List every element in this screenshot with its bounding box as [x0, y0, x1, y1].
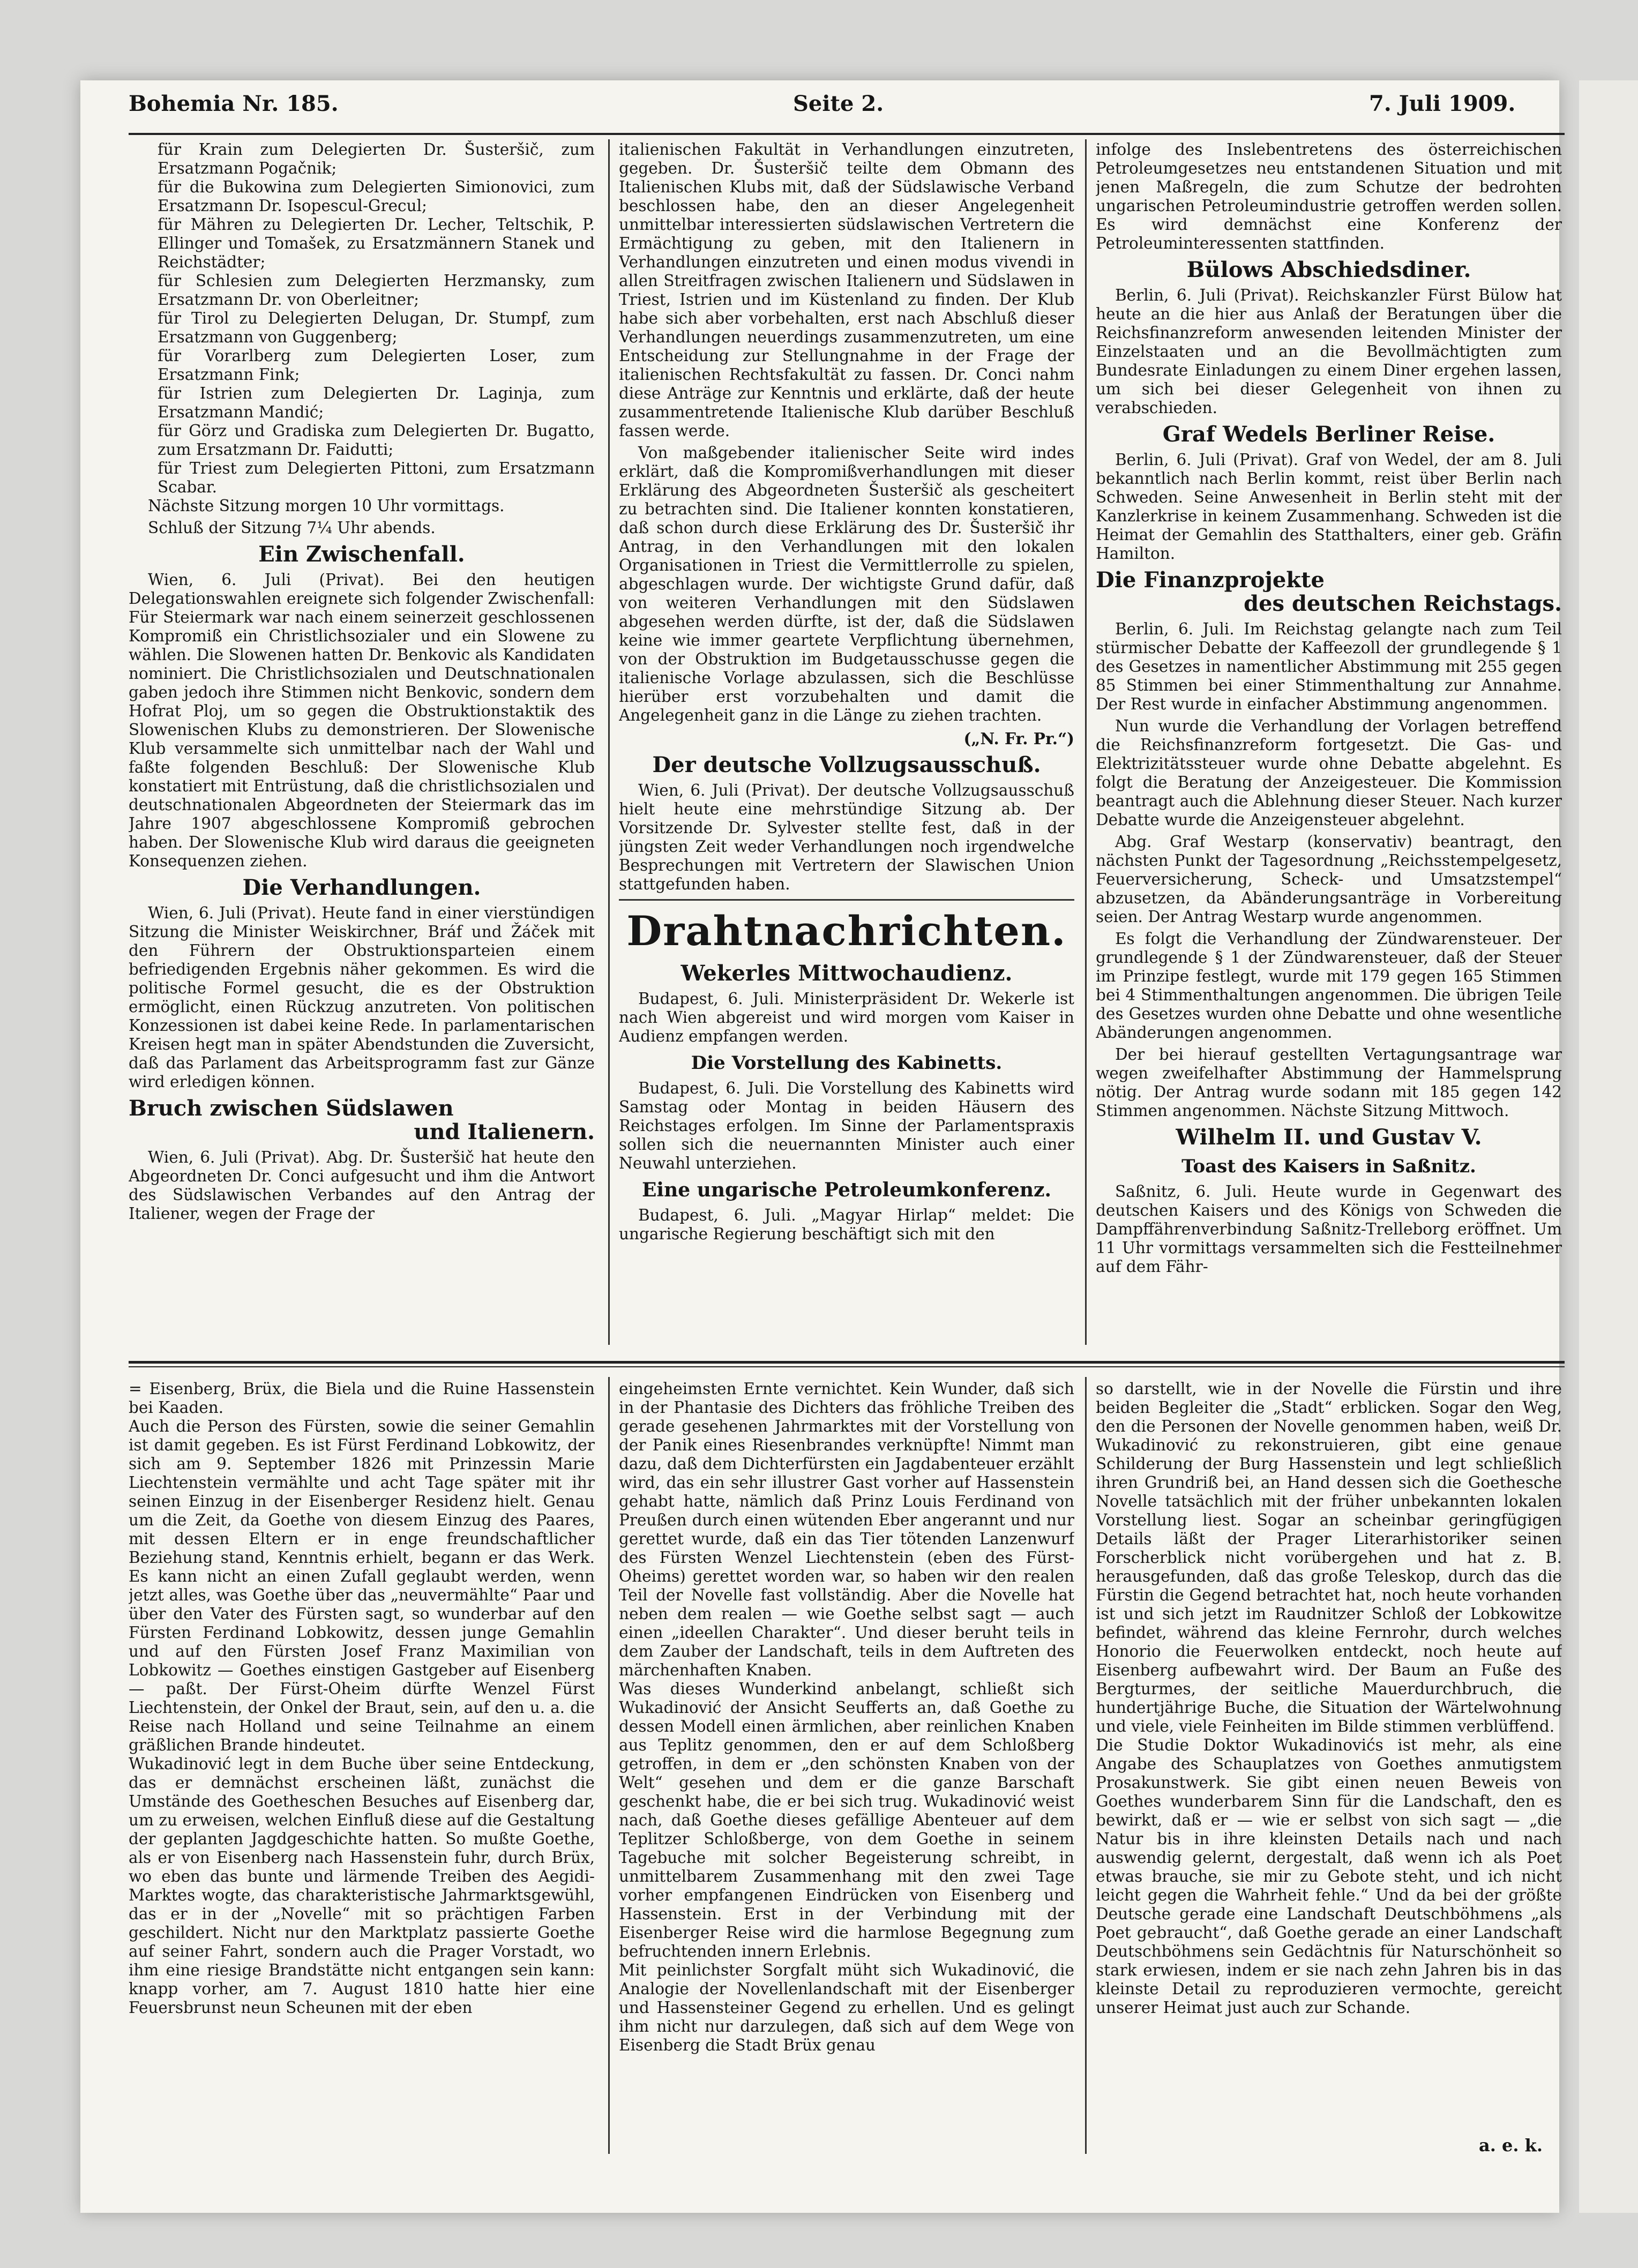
headline-buelow: Bülows Abschiedsdiner.	[1186, 257, 1471, 282]
feuilleton-column-3: so darstellt, wie in der Novelle die Fürstin und ihre beiden Begleiter die „Stadt“ erblicken. Sogar den Weg, den die Personen der Novelle genommen haben, weiß Dr. Wukadinović zu rekonstruieren, gibt eine genaue Schilderung der Burg Hassenstein und legt schließlich ihren Grundriß bei, an Hand dessen sich die Goethesche Novelle tatsächlich mit der früher unbekannten lokalen Vorstellung liest. Sogar an scheinbar geringfügigen Details läßt der Prager Literarhistoriker seinen Forscherblick nicht vorübergehen und hat z. B. herausgefunden, daß das große Teleskop, durch das die Fürstin die Gegend betrachtet hat, noch heute vorhanden ist und sich jetzt im Raudnitzer Schloß der Lobkowitze befindet, während das kleine Fernrohr, durch welches Honorio die Feuerwolken entdeckt, noch heute auf Eisenberg aufbewahrt wird. Der Baum an Fuße des Bergturmes, der seitliche Mauerdurchbruch, die hundertjährige Buche, die Situation der Wärtelwohnung und viele, viele Feinheiten im Bilde stimmen verblüffend. Die Studie Doktor Wukadinovićs ist mehr, als eine Angabe des Schauplatzes von Goethes anmutigstem Prosakunstwerk. Sie gibt einen neuen Beweis von Goethes wunderbarem Sinn für die Landschaft, den es bewirkt, daß er — wie er selbst von sich sagt — „die Natur bis in ihre kleinsten Details nach und nach auswendig gelernt, dergestalt, daß wenn ich als Poet etwas brauche, sie mir zu Gebote steht, und ich nicht leicht gegen die Wahrheit fehle.“ Und da bei der größte Deutsche gerade eine Landschaft Deutschböhmens „als Poet gebraucht“, daß Goethe gerade an einer Landschaft Deutschböhmens sein Gedächtnis für Naturschönheit so stark erwiesen, indem er sie nach zehn Jahren bis in das kleinste Detail zu reproduzieren vermochte, gereicht unserer Heimat just auch zur Schande.	[1096, 1380, 1562, 2017]
feuilleton-rule-thin	[129, 1366, 1565, 1367]
page-edge	[1579, 80, 1638, 2213]
column-rule-1	[608, 139, 610, 1345]
article-paragraph: Wien, 6. Juli (Privat). Heute fand in einer vierstündigen Sitzung die Minister Weiskirchner, Bráf und Žáček mit den Führern der Obstruktionsparteien einem befriedigenden Ergebnis näher gekommen. Es wird die politische Formel gesucht, die es der Obstruktion ermöglicht, einen Rückzug anzutreten. Von politischen Konzessionen ist dabei keine Rede. In parlamentarischen Kreisen hegt man in später Abendstunden die Zuversicht, daß das Parlament das Arbeitsprogramm fast zur Gänze wird erledigen können.	[129, 904, 595, 1091]
column-rule-2	[1085, 139, 1087, 1345]
next-session-note: Nächste Sitzung morgen 10 Uhr vormittags.	[148, 497, 505, 515]
headline-petroleum: Eine ungarische Petroleumkonferenz.	[641, 1179, 1051, 1201]
column-2	[619, 140, 1074, 1346]
headline-verhandlungen: Die Verhandlungen.	[242, 875, 481, 900]
headline-zwischenfall: Ein Zwischenfall.	[258, 542, 465, 567]
article-paragraph: Budapest, 6. Juli. „Magyar Hirlap“ meldet: Die ungarische Regierung beschäftigt sich mit den	[619, 1206, 1074, 1243]
page-number: Seite 2.	[793, 91, 884, 116]
headline-finanz-line1: Die Finanzprojekte	[1096, 567, 1325, 593]
delegate-entry: für Krain zum Delegierten Dr. Šusteršič, zum Ersatzmann Pogačnik;	[158, 140, 595, 177]
headline-toast: Toast des Kaisers in Saßnitz.	[1181, 1156, 1476, 1177]
article-paragraph: Von maßgebender italienischer Seite wird indes erklärt, daß die Kompromißverhandlungen mit dieser Erklärung des Abgeordneten Šusteršič als gescheitert zu betrachten sind. Die Italiener konnten konstatieren, daß schon durch diese Erklärung des Dr. Šusteršič ihr Antrag, in den Verhandlungen mit den lokalen Organisationen in Triest die Vermittlerrolle zu spielen, abgeschlagen wurde. Der wichtigste Grund dafür, daß von weiteren Verhandlungen mit den Südslawen abgesehen werden dürfte, ist der, daß die Südslawen keine wie immer geartete Verpflichtung übernehmen, von der Obstruktion im Budgetausschusse gegen die italienische Vorlage abzulassen, sich die Beschlüsse hierüber erst vorzubehalten und damit die Angelegenheit ganz in die Länge zu ziehen trachten.	[619, 444, 1074, 724]
headline-bruch-line1: Bruch zwischen Südslawen	[129, 1096, 454, 1121]
feuilleton-rule	[129, 1361, 1565, 1364]
masthead-left: Bohemia Nr. 185.	[129, 91, 339, 116]
delegate-entry: für Tirol zu Delegierten Delugan, Dr. Stumpf, zum Ersatzmann von Guggenberg;	[158, 309, 595, 346]
headline-kabinett: Die Vorstellung des Kabinetts.	[691, 1052, 1003, 1074]
feuilleton-rule-1	[608, 1377, 610, 2154]
article-paragraph: Budapest, 6. Juli. Die Vorstellung des Kabinetts wird Samstag oder Montag in beiden Häusern des Reichstages erfolgen. Im Sinne der Parlamentspraxis sollen sich die neuernannten Minister auch einer Neuwahl unterziehen.	[619, 1079, 1074, 1172]
section-divider	[619, 899, 1074, 901]
section-title-drahtnachrichten: Drahtnachrichten.	[626, 907, 1067, 955]
article-paragraph: Wien, 6. Juli (Privat). Der deutsche Vollzugsausschuß hielt heute eine mehrstündige Sitzung ab. Der Vorsitzende Dr. Sylvester stellte fest, daß in der jüngsten Zeit weder Verhandlungen noch irgendwelche Besprechungen mit Vertretern der Slawischen Union stattgefunden haben.	[619, 781, 1074, 893]
delegate-entry: für Mähren zu Delegierten Dr. Lecher, Teltschik, P. Ellinger und Tomašek, zu Ersatzmännern Stanek und Reichstädter;	[158, 215, 595, 271]
issue-date: 7. Juli 1909.	[1369, 91, 1516, 116]
article-paragraph: Berlin, 6. Juli. Im Reichstag gelangte nach zum Teil stürmischer Debatte der Kaffeezoll der grundlegende § 1 des Gesetzes in namentlicher Abstimmung mit 255 gegen 85 Stimmen bei einer Stimmenthaltung zur Annahme. Der Rest wurde in einfacher Abstimmung angenommen.	[1096, 620, 1562, 713]
article-paragraph: Wien, 6. Juli (Privat). Abg. Dr. Šusteršič hat heute den Abgeordneten Dr. Conci aufgesucht und ihm die Antwort des Südslawischen Verbandes auf den Antrag der Italiener, wegen der Frage der	[129, 1148, 595, 1223]
delegate-entry: für Triest zum Delegierten Pittoni, zum Ersatzmann Scabar.	[158, 459, 595, 496]
article-paragraph: Abg. Graf Westarp (konservativ) beantragt, den nächsten Punkt der Tagesordnung „Reichsstempelgesetz, Feuerversicherung, Scheck- und Umsatzstempel“ abzusetzen, da Abänderungsanträge in Vorbereitung seien. Der Antrag Westarp wurde angenommen.	[1096, 833, 1562, 926]
column-1	[129, 140, 595, 1346]
delegate-entry: für Schlesien zum Delegierten Herzmansky, zum Ersatzmann Dr. von Oberleitner;	[158, 272, 595, 309]
headline-wedel: Graf Wedels Berliner Reise.	[1162, 422, 1495, 447]
headline-bruch-line2: und Italienern.	[414, 1119, 595, 1144]
delegate-entry: für die Bukowina zum Delegierten Simionovici, zum Ersatzmann Dr. Isopescul-Grecul;	[158, 178, 595, 215]
delegate-entry: für Vorarlberg zum Delegierten Loser, zum Ersatzmann Fink;	[158, 347, 595, 384]
article-paragraph: Berlin, 6. Juli (Privat). Graf von Wedel, der am 8. Juli bekanntlich nach Berlin kommt, reist über Berlin nach Schweden. Seine Anwesenheit in Berlin steht mit der Kanzlerkrise in keinem Zusammenhang. Schweden ist die Heimat der Gemahlin des Statthalters, einer geb. Gräfin Hamilton.	[1096, 451, 1562, 563]
headline-vollzugsausschuss: Der deutsche Vollzugsausschuß.	[652, 752, 1041, 777]
article-paragraph: Der bei hierauf gestellten Vertagungsantrage war wegen zweifelhafter Abstimmung der Hammelsprung nötig. Der Antrag wurde sodann mit 185 gegen 142 Stimmen angenommen. Nächste Sitzung Mittwoch.	[1096, 1045, 1562, 1120]
article-paragraph: italienischen Fakultät in Verhandlungen einzutreten, gegeben. Dr. Šusteršič teilte dem Obmann des Italienischen Klubs mit, daß der Südslawische Verband beschlossen habe, den an dieser Angelegenheit unmittelbar interessierten südslawischen Vertretern die Ermächtigung zu geben, mit den Italienern in Verhandlungen einzutreten und einen modus vivendi in allen Streitfragen zwischen Italienern und Südslawen in Triest, Istrien und im Küstenland zu finden. Der Klub habe sich aber vorbehalten, erst nach Abschluß dieser Verhandlungen neuerdings zusammenzutreten, um eine Entscheidung zur Stellungnahme in der Frage der italienischen Rechtsfakultät zu fassen. Dr. Conci nahm diese Anträge zur Kenntnis und erklärte, daß der heute zusammentretende Italienische Klub darüber Beschluß fassen werde.	[619, 140, 1074, 440]
article-paragraph: Budapest, 6. Juli. Ministerpräsident Dr. Wekerle ist nach Wien abgereist und wird morgen vom Kaiser in Audienz empfangen werden.	[619, 990, 1074, 1045]
header-rule	[129, 133, 1565, 135]
article-paragraph: infolge des Inslebentretens des österreichischen Petroleumgesetzes neu entstandenen Situation und mit jenen Maßregeln, die zum Schutze der bedrohten ungarischen Petroleumindustrie getroffen werden sollen. Es wird demnächst eine Konferenz der Petroleuminteressenten stattfinden.	[1096, 140, 1562, 252]
headline-finanz-line2: des deutschen Reichstags.	[1244, 591, 1562, 616]
delegate-entry: für Istrien zum Delegierten Dr. Laginja, zum Ersatzmann Mandić;	[158, 384, 595, 421]
feuilleton-rule-2	[1085, 1377, 1087, 2154]
headline-wekerle: Wekerles Mittwochaudienz.	[680, 961, 1013, 986]
article-paragraph: Nun wurde die Verhandlung der Vorlagen betreffend die Reichsfinanzreform fortgesetzt. Die Gas- und Elektrizitätssteuer wurde ohne Debatte abgelehnt. Es folgt die Beratung der Anzeigesteuer. Die Kommission beantragt auch die Ablehnung dieser Steuer. Nach kurzer Debatte wurde die Anzeigensteuer abgelehnt.	[1096, 717, 1562, 829]
headline-wilhelm: Wilhelm II. und Gustav V.	[1176, 1125, 1482, 1150]
article-paragraph: Saßnitz, 6. Juli. Heute wurde in Gegenwart des deutschen Kaisers und des Königs von Schweden die Dampffährenverbindung Saßnitz-Trelleborg eröffnet. Um 11 Uhr vormittags versammelten sich die Festteilnehmer auf dem Fähr-	[1096, 1182, 1562, 1276]
session-close-note: Schluß der Sitzung 7¼ Uhr abends.	[148, 519, 436, 537]
feuilleton-column-2: eingeheimsten Ernte vernichtet. Kein Wunder, daß sich in der Phantasie des Dichters das fröhliche Treiben des gerade gesehenen Jahrmarktes mit der Vorstellung von der Panik eines Riesenbrandes verknüpfte! Nimmt man dazu, daß dem Dichterfürsten ein Jagdabenteuer erzählt wird, das ein sehr illustrer Gast vorher auf Hassenstein gehabt hatte, nämlich daß Prinz Louis Ferdinand von Preußen durch einen wütenden Eber angerannt und nur gerettet wurde, daß ein das Tier tötenden Lanzenwurf des Fürsten Wenzel Liechtenstein (eben des Fürst-Oheims) gerettet worden war, so haben wir den realen Teil der Novelle fast vollständig. Aber die Novelle hat neben dem realen — wie Goethe selbst sagt — auch einen „ideellen Charakter“. Und dieser beruht teils in dem Zauber der Landschaft, teils in dem Auftreten des märchenhaften Knaben. Was dieses Wunderkind anbelangt, schließt sich Wukadinović der Ansicht Seufferts an, daß Goethe zu dessen Modell einen ärmlichen, aber reinlichen Knaben aus Teplitz genommen, den er auf dem Schloßberg getroffen, in dem er „den schönsten Knaben von der Welt“ gesehen und dem er die ganze Barschaft geschenkt habe, die er bei sich trug. Wukadinović weist nach, daß Goethe dieses gefällige Abenteuer auf dem Teplitzer Schloßberge, von dem Goethe in seinem Tagebuche mit solcher Begeisterung schreibt, in unmittelbarem Zusammenhang mit den zwei Tage vorher empfangenen Eindrücken von Eisenberg und Hassenstein. Erst in der Verbindung mit der Eisenberger Reise wird die harmlose Begegnung zum befruchtenden innern Erlebnis. Mit peinlichster Sorgfalt müht sich Wukadinović, die Analogie der Novellenlandschaft mit der Eisenberger und Hassensteiner Gegend zu erhellen. Und es gelingt ihm nicht nur darzulegen, daß sich auf dem Wege von Eisenberg die Stadt Brüx genau	[619, 1380, 1074, 2054]
article-paragraph: Berlin, 6. Juli (Privat). Reichskanzler Fürst Bülow hat heute an die hier aus Anlaß der Beratungen über die Reichsfinanzreform anwesenden leitenden Minister der Einzelstaaten und an die Bevollmächtigten zum Bundesrate Einladungen zu einem Diner ergehen lassen, um sich bei dieser Gelegenheit von ihnen zu verabschieden.	[1096, 286, 1562, 417]
article-paragraph: Wien, 6. Juli (Privat). Bei den heutigen Delegationswahlen ereignete sich folgender Zwischenfall: Für Steiermark war nach einem seinerzeit geschlossenen Kompromiß ein Christlichsozialer und ein Slowene zu wählen. Die Slowenen hatten Dr. Benkovic als Kandidaten nominiert. Die Christlichsozialen und Deutschnationalen gaben jedoch ihre Stimmen nicht Benkovic, sondern dem Hofrat Ploj, um so gegen die Obstruktionstaktik des Slowenischen Klubs zu demonstrieren. Der Slowenische Klub versammelte sich unmittelbar nach der Wahl und faßte folgenden Beschluß: Der Slowenische Klub konstatiert mit Entrüstung, daß die christlichsozialen und deutschnationalen Abgeordneten der Steiermark das im Jahre 1907 abgeschlossene Kompromiß gebrochen haben. Der Slowenische Klub wird daraus die geeigneten Konsequenzen ziehen.	[129, 571, 595, 870]
column-3	[1096, 140, 1562, 1346]
feuilleton-column-1: = Eisenberg, Brüx, die Biela und die Ruine Hassenstein bei Kaaden. Auch die Person des Fürsten, sowie die seiner Gemahlin ist damit gegeben. Es ist Fürst Ferdinand Lobkowitz, der sich am 9. September 1826 mit Prinzessin Marie Liechtenstein vermählte und acht Tage später mit ihr seinen Einzug in der Eisenberger Residenz hielt. Genau um die Zeit, da Goethe von diesem Einzug des Paares, mit dessen Eltern er in enge freundschaftlicher Beziehung stand, Kenntnis erhielt, begann er das Werk. Es kann nicht an einen Zufall geglaubt werden, wenn jetzt alles, was Goethe über das „neuvermählte“ Paar und über den Vater des Fürsten sagt, so wunderbar auf den Fürsten Ferdinand Lobkowitz, dessen junge Gemahlin und auf den Fürsten Josef Franz Maximilian von Lobkowitz — Goethes einstigen Gastgeber auf Eisenberg — paßt. Der Fürst-Oheim dürfte Wenzel Fürst Liechtenstein, der Onkel der Braut, sein, auf den u. a. die Reise nach Holland und seine Teilnahme an einem gräßlichen Brande hindeutet. Wukadinović legt in dem Buche über seine Entdeckung, das er demnächst erscheinen läßt, zunächst die Umstände des Goetheschen Besuches auf Eisenberg dar, um zu erweisen, welchen Einfluß diese auf die Gestaltung der geplanten Jagdgeschichte hatten. So mußte Goethe, als er von Eisenberg nach Hassenstein fuhr, durch Brüx, wo eben das bunte und lärmende Treiben des Aegidi-Marktes wogte, das charakteristische Jahrmarktsgewühl, das er in der „Novelle“ mit so prächtigen Farben geschildert. Nicht nur den Marktplatz passierte Goethe auf seiner Fahrt, sondern auch die Prager Vorstadt, wo ihm eine riesige Brandstätte nicht entgangen sein kann: knapp vorher, am 7. August 1810 hatte hier eine Feuersbrunst neun Scheunen mit der eben	[129, 1380, 595, 2017]
author-signature: a. e. k.	[1479, 2135, 1543, 2155]
source-attribution: („N. Fr. Pr.“)	[963, 729, 1074, 748]
article-paragraph: Es folgt die Verhandlung der Zündwarensteuer. Der grundlegende § 1 der Zündwarensteuer, daß der Steuer im Prinzipe festlegt, wurde mit 179 gegen 165 Stimmen bei 4 Stimmenthaltungen angenommen. Die übrigen Teile des Gesetzes wurden ohne Debatte und ohne wesentliche Abänderungen angenommen.	[1096, 930, 1562, 1042]
delegate-entry: für Görz und Gradiska zum Delegierten Dr. Bugatto, zum Ersatzmann Dr. Faidutti;	[158, 422, 595, 459]
